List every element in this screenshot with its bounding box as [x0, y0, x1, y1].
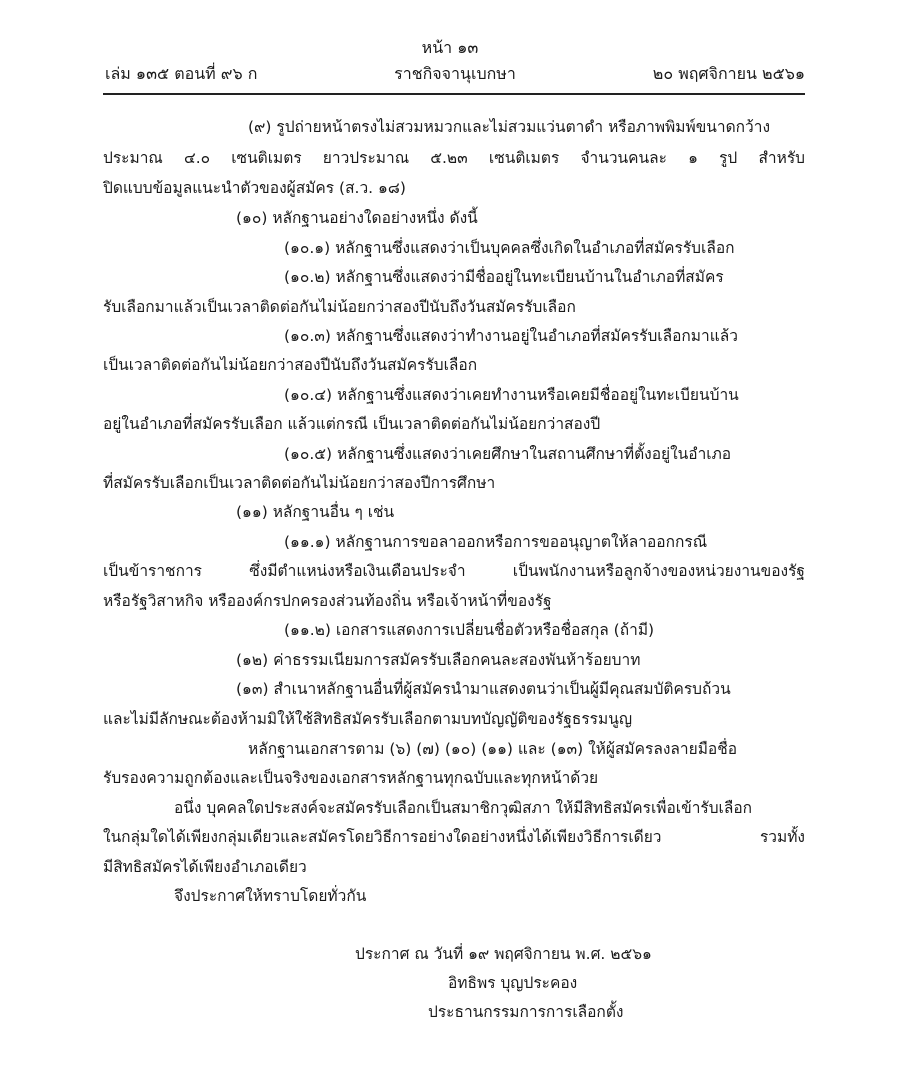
item-10-5-line-1: (๑๐.๕) หลักฐานซึ่งแสดงว่าเคยศึกษาในสถานศึกษาที่ตั้งอยู่ในอำเภอ	[284, 445, 732, 463]
note-line-2: ในกลุ่มใดได้เพียงกลุ่มเดียวและสมัครโดยวิธีการอย่างใดอย่างหนึ่งได้เพียงวิธีการเดียว รวมทั้ง	[103, 828, 805, 846]
publication-date: ๒๐ พฤศจิกายน ๒๕๖๑	[652, 64, 805, 83]
item-9-line-3: ปิดแบบข้อมูลแนะนำตัวของผู้สมัคร (ส.ว. ๑๘)	[103, 179, 406, 197]
item-12: (๑๒) ค่าธรรมเนียมการสมัครรับเลือกคนละสองพันห้าร้อยบาท	[236, 651, 641, 669]
item-11-2: (๑๑.๒) เอกสารแสดงการเปลี่ยนชื่อตัวหรือชื่อสกุล (ถ้ามี)	[284, 621, 655, 639]
item-10-4-line-2: อยู่ในอำเภอที่สมัครรับเลือก แล้วแต่กรณี เป็นเวลาติดต่อกันไม่น้อยกว่าสองปี	[103, 415, 601, 433]
announcement-date: ประกาศ ณ วันที่ ๑๙ พฤศจิกายน พ.ศ. ๒๕๖๑	[355, 945, 652, 963]
item-11-1-line-3: หรือรัฐวิสาหกิจ หรือองค์กรปกครองส่วนท้องถิ่น หรือเจ้าหน้าที่ของรัฐ	[103, 592, 552, 610]
item-10-5-line-2: ที่สมัครรับเลือกเป็นเวลาติดต่อกันไม่น้อยกว่าสองปีการศึกษา	[103, 474, 496, 492]
signatory-name: อิทธิพร บุญประคอง	[448, 974, 578, 992]
item-11-heading: (๑๑) หลักฐานอื่น ๆ เช่น	[236, 503, 395, 521]
item-13-line-2: และไม่มีลักษณะต้องห้ามมิให้ใช้สิทธิสมัครรับเลือกตามบทบัญญัติของรัฐธรรมนูญ	[103, 710, 633, 728]
volume-issue: เล่ม ๑๓๕ ตอนที่ ๙๖ ก	[105, 64, 258, 83]
item-10-3-line-1: (๑๐.๓) หลักฐานซึ่งแสดงว่าทำงานอยู่ในอำเภอที่สมัครรับเลือกมาแล้ว	[284, 327, 738, 345]
item-10-2-line-2: รับเลือกมาแล้วเป็นเวลาติดต่อกันไม่น้อยกว่าสองปีนับถึงวันสมัครรับเลือก	[103, 298, 576, 316]
announcement-statement: จึงประกาศให้ทราบโดยทั่วกัน	[174, 887, 367, 905]
item-9-line-2: ประมาณ ๔.๐ เซนติเมตร ยาวประมาณ ๕.๒๓ เซนติเมตร จำนวนคนละ ๑ รูป สำหรับ	[103, 149, 805, 167]
signatory-position: ประธานกรรมการการเลือกตั้ง	[428, 1003, 624, 1021]
item-10-2-line-1: (๑๐.๒) หลักฐานซึ่งแสดงว่ามีชื่ออยู่ในทะเบียนบ้านในอำเภอที่สมัคร	[284, 268, 724, 286]
note-line-1: อนึ่ง บุคคลใดประสงค์จะสมัครรับเลือกเป็นสมาชิกวุฒิสภา ให้มีสิทธิสมัครเพื่อเข้ารับเลือก	[174, 799, 753, 817]
certification-line-1: หลักฐานเอกสารตาม (๖) (๗) (๑๐) (๑๑) และ (๑๓) ให้ผู้สมัครลงลายมือชื่อ	[248, 740, 738, 758]
item-11-1-line-1: (๑๑.๑) หลักฐานการขอลาออกหรือการขออนุญาตให้ลาออกกรณี	[284, 533, 708, 551]
publication-title: ราชกิจจานุเบกษา	[394, 64, 516, 83]
item-10-heading: (๑๐) หลักฐานอย่างใดอย่างหนึ่ง ดังนี้	[236, 209, 478, 227]
note-line-3: มีสิทธิสมัครได้เพียงอำเภอเดียว	[103, 858, 307, 876]
item-10-4-line-1: (๑๐.๔) หลักฐานซึ่งแสดงว่าเคยทำงานหรือเคยมีชื่ออยู่ในทะเบียนบ้าน	[284, 386, 739, 404]
gazette-header	[105, 62, 805, 86]
header-divider	[103, 93, 805, 95]
certification-line-2: รับรองความถูกต้องและเป็นจริงของเอกสารหลักฐานทุกฉบับและทุกหน้าด้วย	[103, 769, 599, 787]
item-10-3-line-2: เป็นเวลาติดต่อกันไม่น้อยกว่าสองปีนับถึงวันสมัครรับเลือก	[103, 356, 478, 374]
page-number: หน้า ๑๓	[421, 38, 479, 57]
item-11-1-line-2: เป็นข้าราชการ ซึ่งมีตำแหน่งหรือเงินเดือนประจำ เป็นพนักงานหรือลูกจ้างของหน่วยงานของรัฐ	[103, 562, 805, 580]
item-10-1: (๑๐.๑) หลักฐานซึ่งแสดงว่าเป็นบุคคลซึ่งเกิดในอำเภอที่สมัครรับเลือก	[284, 239, 735, 257]
item-9-line-1: (๙) รูปถ่ายหน้าตรงไม่สวมหมวกและไม่สวมแว่นตาดำ หรือภาพพิมพ์ขนาดกว้าง	[248, 118, 771, 136]
item-13-line-1: (๑๓) สำเนาหลักฐานอื่นที่ผู้สมัครนำมาแสดงตนว่าเป็นผู้มีคุณสมบัติครบถ้วน	[236, 680, 731, 698]
